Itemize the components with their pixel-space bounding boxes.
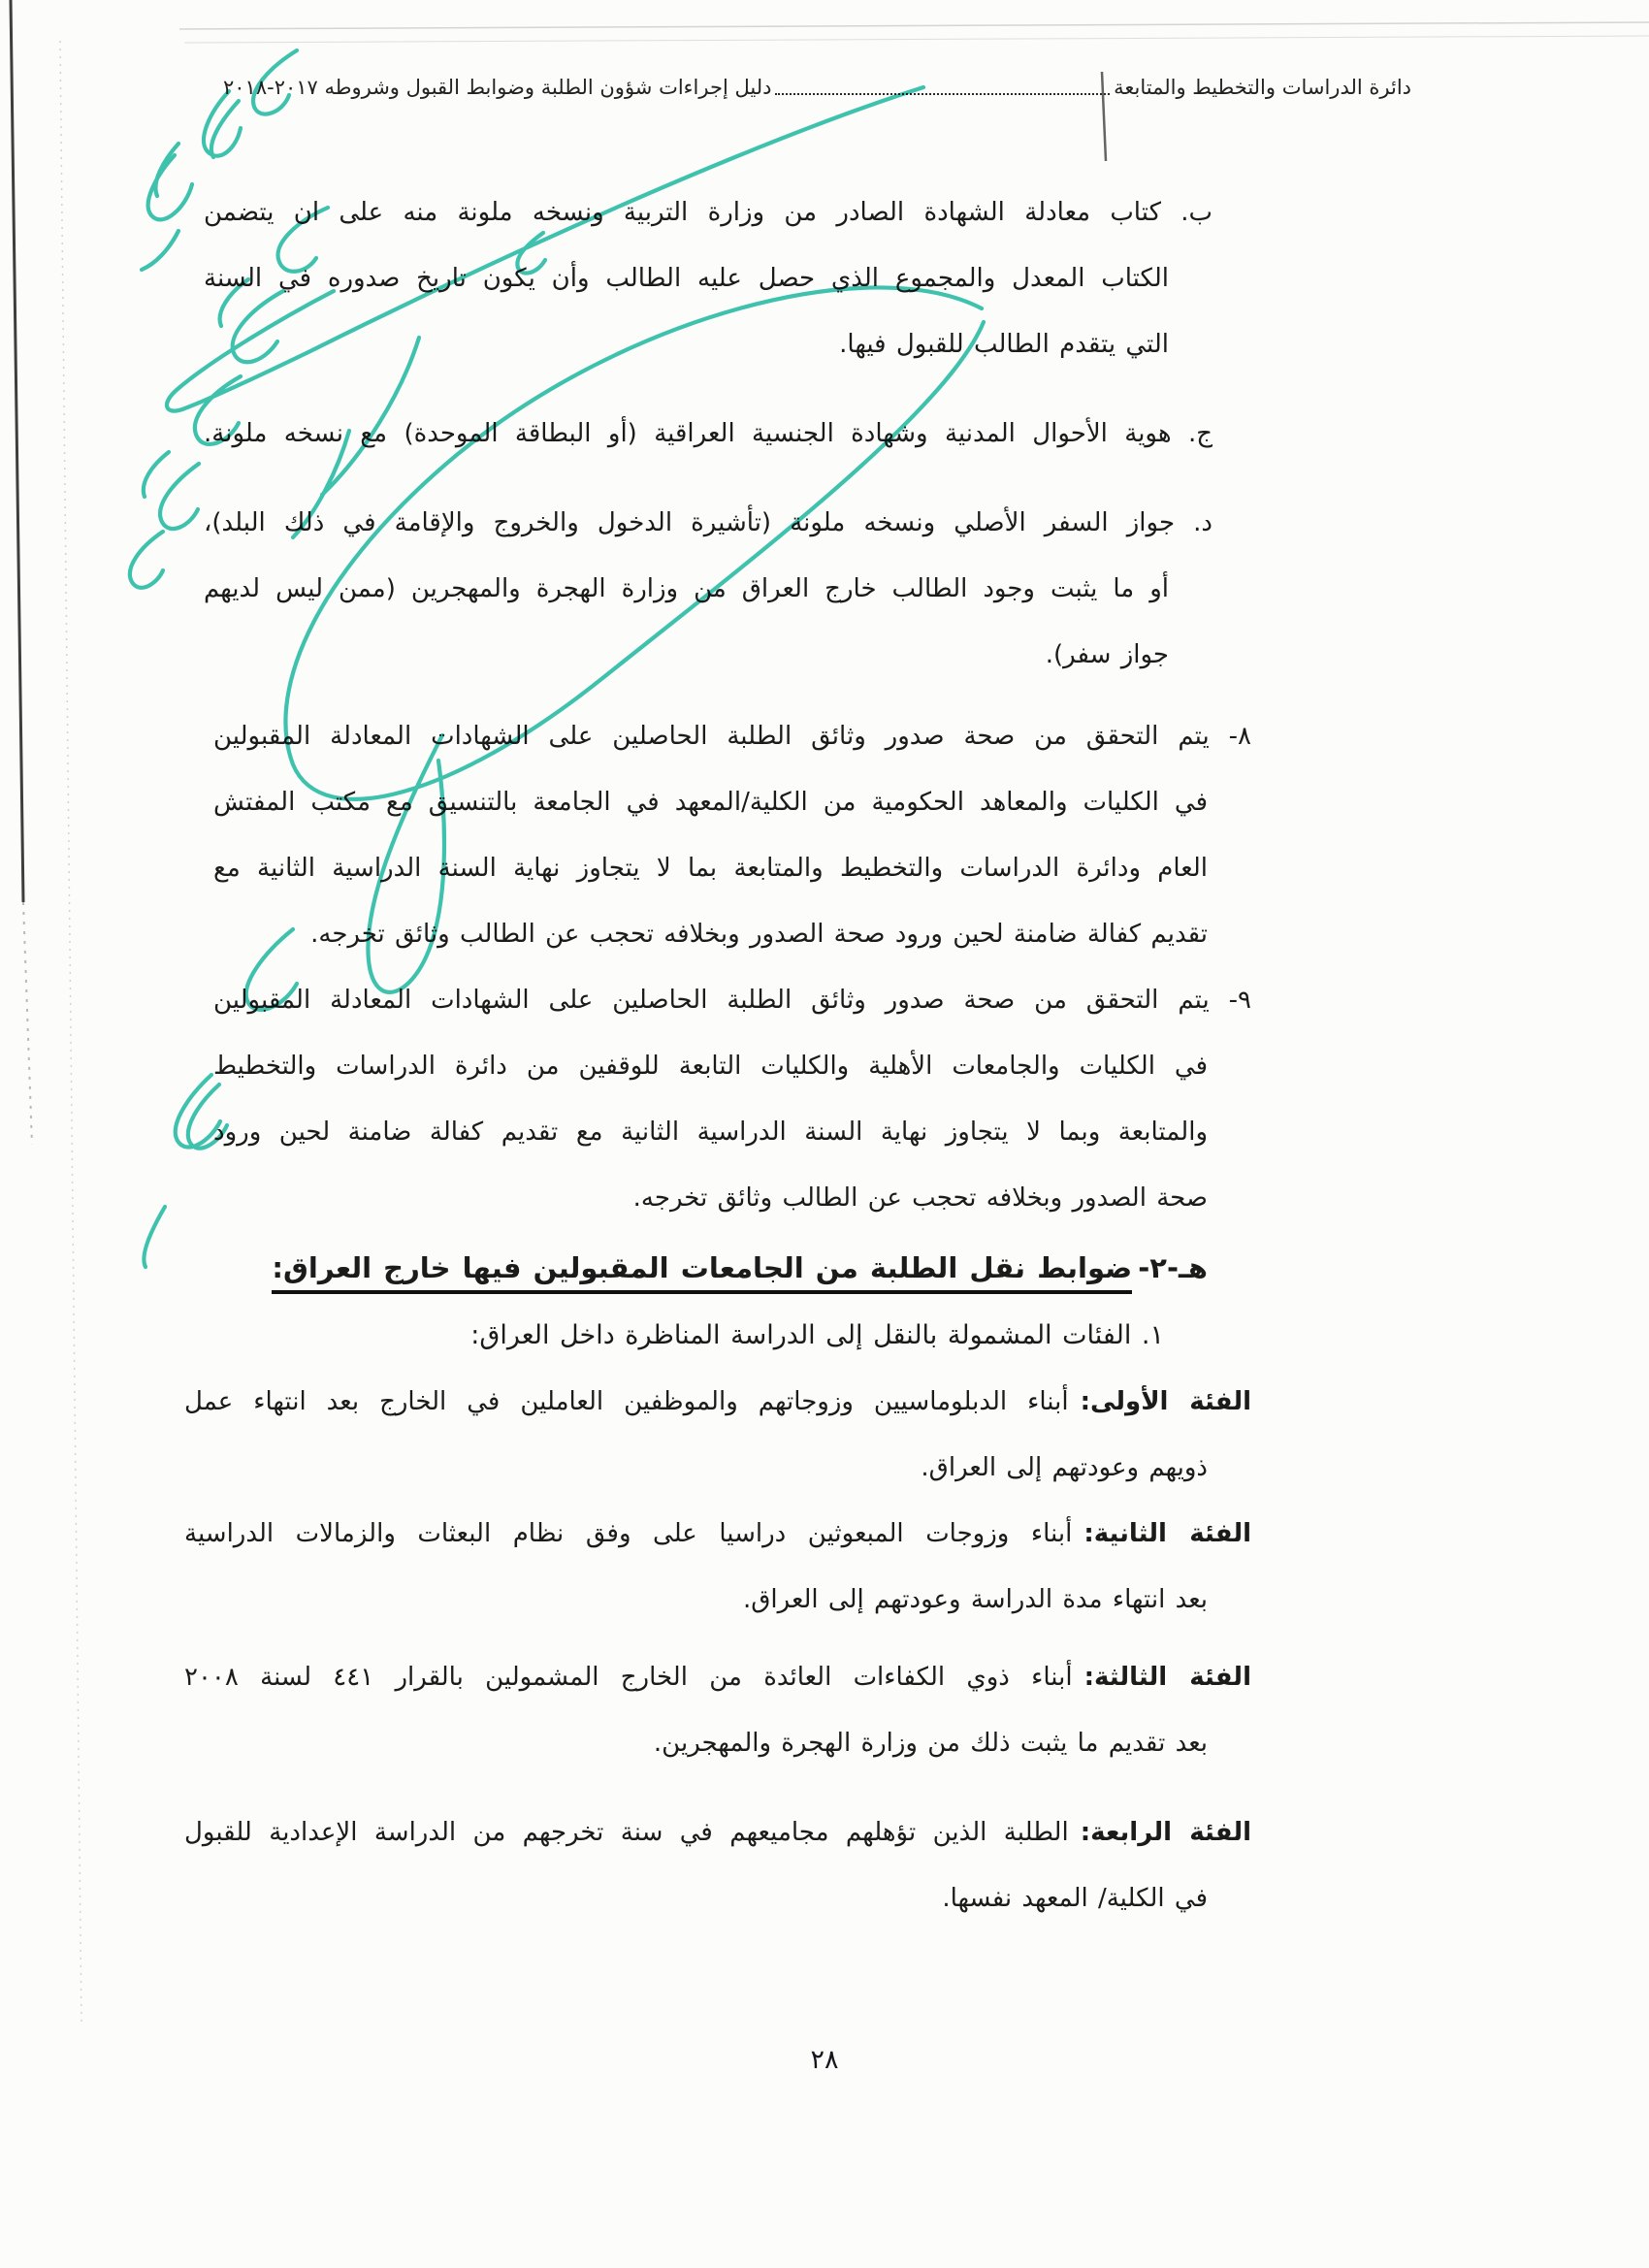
text-line: تقديم كفالة ضامنة لحين ورود صحة الصدور وبخلافه تحجب عن الطالب وثائق تخرجه. (310, 920, 1208, 949)
item-j (175, 401, 1251, 467)
category-third (175, 1644, 1251, 1776)
item-1: ١. الفئات المشمولة بالنقل إلى الدراسة المناظرة داخل العراق: (470, 1320, 1164, 1350)
item-d (175, 490, 1251, 688)
section-heading-title: ضوابط نقل الطلبة من الجامعات المقبولين فيها خارج العراق: (272, 1251, 1132, 1294)
item-9 (175, 967, 1251, 1231)
page-number: ٢٨ (810, 2045, 839, 2075)
item-b (175, 179, 1251, 377)
section-heading-number: هـ-٢- (1138, 1251, 1208, 1284)
scan-edge-line-faded (23, 902, 32, 1145)
pen-stroke (130, 532, 163, 588)
text-line (184, 1369, 1251, 1435)
text-line: الكتاب المعدل والمجموع الذي حصل عليه الطالب وأن يكون تاريخ صدوره في السنة (204, 264, 1169, 293)
section-heading (175, 1233, 1251, 1303)
text-line (184, 1799, 1251, 1865)
text-line: في الكليات والجامعات الأهلية والكليات التابعة للوقفين من دائرة الدراسات والتخطيط (213, 1052, 1208, 1081)
category-text: أبناء ذوي الكفاءات العائدة من الخارج المشمولين بالقرار ٤٤١ لسنة ٢٠٠٨ (184, 1663, 1073, 1692)
text-line: العام ودائرة الدراسات والتخطيط والمتابعة بما لا يتجاوز نهاية السنة الدراسية الثانية مع (213, 854, 1208, 883)
category-label: الفئة الرابعة: (1080, 1818, 1252, 1847)
text-line: صحة الصدور وبخلافه تحجب عن الطالب وثائق تخرجه. (632, 1183, 1208, 1213)
text-line: أو ما يثبت وجود الطالب خارج العراق من وزارة الهجرة والمهجرين (ممن ليس لديهم (204, 574, 1169, 603)
category-second (175, 1501, 1251, 1633)
item-8 (175, 703, 1251, 967)
text-line: ٨- يتم التحقق من صحة صدور وثائق الطلبة الحاصلين على الشهادات المعادلة المقبولين (213, 722, 1251, 751)
paper-edge-line (60, 41, 81, 2027)
category-fourth (175, 1799, 1251, 1931)
text-line: ب. كتاب معادلة الشهادة الصادر من وزارة التربية ونسخه ملونة منه على ان يتضمن (204, 198, 1212, 227)
text-line: في الكليات والمعاهد الحكومية من الكلية/المعهد في الجامعة بالتنسيق مع مكتب المفتش (213, 788, 1208, 817)
text-line (184, 1644, 1251, 1710)
scan-edge-line (11, 0, 23, 902)
text-line: ج. هوية الأحوال المدنية وشهادة الجنسية العراقية (أو البطاقة الموحدة) مع نسخه ملونة. (204, 419, 1212, 448)
category-label: الفئة الثانية: (1083, 1519, 1251, 1548)
category-label: الفئة الثالثة: (1083, 1663, 1251, 1692)
document-body (175, 0, 1251, 1931)
text-line: بعد انتهاء مدة الدراسة وعودتهم إلى العراق. (742, 1585, 1208, 1614)
text-line: التي يتقدم الطالب للقبول فيها. (839, 330, 1169, 359)
category-text: أبناء وزوجات المبعوثين دراسيا على وفق نظام البعثات والزمالات الدراسية (184, 1519, 1073, 1548)
text-line (184, 1501, 1251, 1567)
category-first (175, 1369, 1251, 1501)
text-line: في الكلية/ المعهد نفسها. (942, 1884, 1208, 1913)
category-label: الفئة الأولى: (1080, 1387, 1252, 1416)
text-line: بعد تقديم ما يثبت ذلك من وزارة الهجرة والمهجرين. (653, 1729, 1208, 1758)
header-guide-title: دليل إجراءات شؤون الطلبة وضوابط القبول وشروطه ٢٠١٧-٢٠١٨ (223, 76, 772, 99)
text-line: والمتابعة وبما لا يتجاوز نهاية السنة الدراسية الثانية مع تقديم كفالة ضامنة لحين ورود (213, 1118, 1208, 1147)
category-text: أبناء الدبلوماسيين وزوجاتهم والموظفين العاملين في الخارج بعد انتهاء عمل (184, 1387, 1069, 1416)
text-line: ٩- يتم التحقق من صحة صدور وثائق الطلبة الحاصلين على الشهادات المعادلة المقبولين (213, 986, 1251, 1015)
category-text: الطلبة الذين تؤهلهم مجاميعهم في سنة تخرجهم من الدراسة الإعدادية للقبول (184, 1818, 1069, 1847)
text-line: جواز سفر). (1045, 640, 1169, 669)
text-line: د. جواز السفر الأصلي ونسخه ملونة (تأشيرة الدخول والخروج والإقامة في ذلك البلد)، (204, 508, 1212, 537)
header-department: دائرة الدراسات والتخطيط والمتابعة (1114, 76, 1411, 99)
text-line: ذويهم وعودتهم إلى العراق. (921, 1453, 1208, 1482)
